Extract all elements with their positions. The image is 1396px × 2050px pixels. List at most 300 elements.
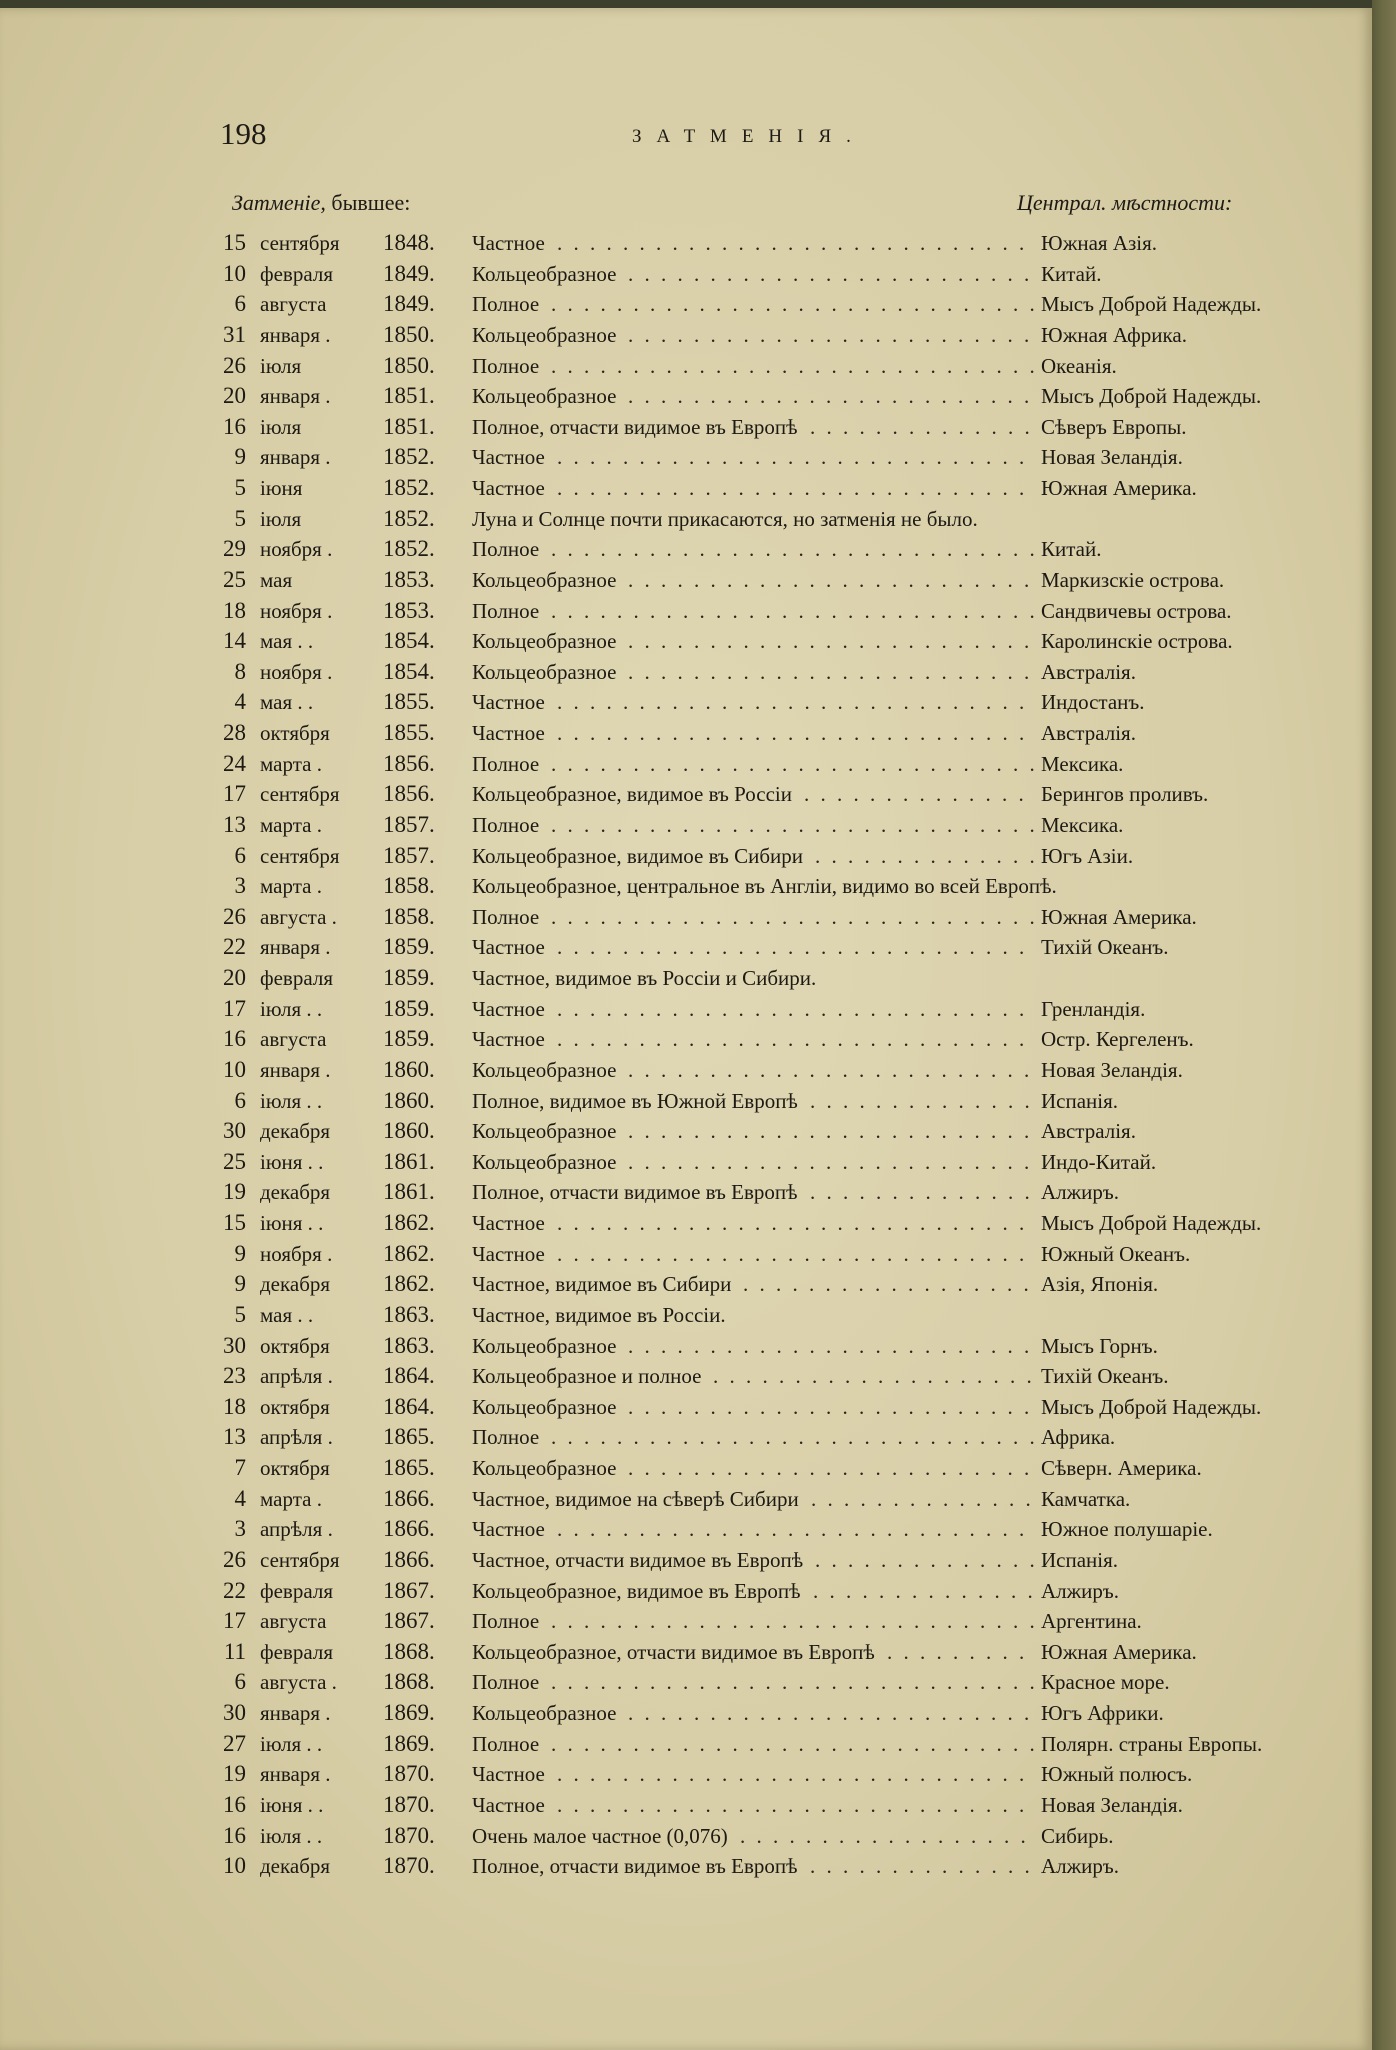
leader-dots <box>815 1548 1034 1576</box>
leader-dots <box>551 292 1034 320</box>
table-row <box>0 657 1372 688</box>
row-day: 13 <box>223 1424 246 1450</box>
row-description: Полное <box>472 537 540 562</box>
table-row <box>0 1086 1372 1117</box>
row-month: мая <box>260 567 293 592</box>
table-row <box>0 412 1372 443</box>
row-description: Кольцеобразное, видимое въ Европѣ <box>472 1578 801 1603</box>
table-row <box>0 1576 1372 1607</box>
row-year: 1863. <box>383 1301 435 1327</box>
row-day: 23 <box>223 1363 246 1389</box>
row-month: іюля . . <box>260 996 323 1021</box>
row-description: Частное, видимое въ Сибири <box>472 1272 732 1297</box>
table-row <box>0 749 1372 780</box>
leader-dots <box>628 1119 1034 1147</box>
row-description: Полное <box>472 1609 540 1634</box>
table-row <box>0 1055 1372 1086</box>
row-description: Кольцеобразное <box>472 1149 617 1174</box>
row-year: 1862. <box>383 1240 435 1266</box>
row-year: 1864. <box>383 1393 435 1419</box>
row-year: 1848. <box>383 230 435 255</box>
row-month: октября <box>260 1394 330 1419</box>
row-place: Остр. Кергеленъ. <box>1041 1027 1194 1052</box>
row-year: 1862. <box>383 1271 435 1297</box>
row-day: 31 <box>223 321 246 347</box>
table-row <box>0 228 1372 259</box>
row-year: 1868. <box>383 1638 435 1664</box>
leader-dots <box>551 1732 1034 1760</box>
row-day: 29 <box>223 536 246 562</box>
left-column-heading <box>232 190 410 216</box>
leader-dots <box>628 262 1034 290</box>
row-year: 1853. <box>383 566 435 592</box>
row-place: Южная Африка. <box>1041 322 1187 347</box>
row-day: 5 <box>234 475 246 500</box>
row-year: 1850. <box>383 321 435 347</box>
leader-dots <box>557 1027 1034 1055</box>
row-place: Африка. <box>1041 1425 1116 1450</box>
row-description: Частное, видимое въ Россіи. <box>472 1302 726 1327</box>
row-place: Камчатка. <box>1041 1486 1131 1511</box>
row-year: 1869. <box>383 1730 435 1756</box>
table-row <box>0 1514 1372 1545</box>
leader-dots <box>557 445 1034 473</box>
row-month: февраля <box>260 261 333 286</box>
row-day: 26 <box>223 1546 246 1572</box>
leader-dots <box>557 1793 1034 1821</box>
row-place: Маркизскіе острова. <box>1041 567 1225 592</box>
row-place: Мексика. <box>1041 751 1124 776</box>
table-row <box>0 1637 1372 1668</box>
row-day: 7 <box>234 1455 246 1480</box>
row-year: 1852. <box>383 505 435 531</box>
row-day: 5 <box>234 1301 246 1327</box>
leader-dots <box>628 1456 1034 1484</box>
table-row <box>0 779 1372 810</box>
row-month: сентября <box>260 782 340 807</box>
row-month: мая . . <box>260 1302 314 1327</box>
table-row <box>0 1484 1372 1515</box>
table-row <box>0 1698 1372 1729</box>
leader-dots <box>557 1211 1034 1239</box>
row-description: Частное <box>472 721 545 745</box>
leader-dots <box>628 1058 1034 1086</box>
row-day: 19 <box>223 1761 246 1787</box>
row-month: іюля . . <box>260 1731 323 1756</box>
row-day: 30 <box>223 1700 246 1725</box>
row-place: Аргентина. <box>1041 1609 1142 1634</box>
row-place: Китай. <box>1041 537 1102 562</box>
row-year: 1870. <box>383 1853 435 1879</box>
row-place: Сѣверн. Америка. <box>1041 1456 1202 1480</box>
leader-dots <box>557 997 1034 1025</box>
row-month: января . <box>260 1701 331 1725</box>
row-month: марта . <box>260 812 322 837</box>
row-description: Полное, отчасти видимое въ Европѣ <box>472 414 798 439</box>
row-place: Красное море. <box>1041 1670 1170 1695</box>
row-day: 17 <box>223 995 246 1021</box>
row-month: февраля <box>260 1578 333 1603</box>
table-row <box>0 687 1372 718</box>
leader-dots <box>557 1242 1034 1270</box>
leader-dots <box>810 1854 1034 1882</box>
row-description: Луна и Солнце почти прикасаются, но затменія не было. <box>472 506 978 531</box>
row-description: Полное <box>472 353 540 378</box>
leader-dots <box>740 1824 1034 1852</box>
row-description: Кольцеобразное, отчасти видимое въ Европѣ <box>472 1639 875 1664</box>
row-day: 26 <box>223 352 246 378</box>
row-year: 1870. <box>383 1822 435 1848</box>
table-row <box>0 1147 1372 1178</box>
row-year: 1865. <box>383 1455 435 1480</box>
row-year: 1852. <box>383 444 435 470</box>
row-month: ноября . <box>260 1241 333 1266</box>
row-day: 18 <box>223 1393 246 1419</box>
row-day: 25 <box>223 1148 246 1174</box>
row-place: Алжиръ. <box>1041 1578 1120 1603</box>
row-description: Частное, видимое въ Россіи и Сибири. <box>472 966 817 990</box>
row-day: 6 <box>234 1669 246 1695</box>
row-place: Мысъ Доброй Надежды. <box>1041 384 1262 409</box>
row-year: 1860. <box>383 1118 435 1144</box>
row-month: іюня <box>260 476 303 500</box>
row-description: Частное <box>472 690 545 715</box>
leader-dots <box>804 782 1034 810</box>
row-day: 9 <box>234 1240 246 1266</box>
row-day: 6 <box>234 291 246 317</box>
row-month: апрѣля . <box>260 1425 333 1450</box>
table-row <box>0 1790 1372 1821</box>
table-row <box>0 565 1372 596</box>
row-month: ноября . <box>260 537 333 562</box>
row-place: Испанія. <box>1041 1547 1119 1572</box>
row-description: Полное <box>472 1670 540 1695</box>
page-number: 198 <box>220 116 267 151</box>
row-day: 4 <box>234 1485 246 1511</box>
row-place: Индо-Китай. <box>1041 1149 1157 1174</box>
running-title: ЗАТМЕНІЯ. <box>632 126 866 147</box>
row-day: 9 <box>234 1271 246 1297</box>
row-month: августа <box>260 1609 327 1634</box>
leader-dots <box>811 1487 1034 1515</box>
table-row <box>0 534 1372 565</box>
row-month: октября <box>260 1333 330 1358</box>
row-place: Новая Зеландія. <box>1041 1057 1183 1082</box>
row-description: Полное <box>472 904 540 929</box>
row-description: Очень малое частное (0,076) <box>472 1823 728 1848</box>
row-description: Частное <box>472 1792 545 1817</box>
row-month: августа . <box>260 1670 337 1695</box>
row-month: іюня . . <box>260 1211 324 1235</box>
row-place: Мексика. <box>1041 812 1124 837</box>
row-description: Полное <box>472 751 540 776</box>
row-place: Югъ Африки. <box>1041 1701 1164 1725</box>
table-row <box>0 1177 1372 1208</box>
row-year: 1861. <box>383 1179 435 1205</box>
row-day: 17 <box>223 1608 246 1634</box>
leader-dots <box>551 752 1034 780</box>
scan-top-edge <box>0 0 1396 8</box>
row-month: іюля . . <box>260 1823 323 1848</box>
row-year: 1859. <box>383 1026 435 1052</box>
leader-dots <box>628 1395 1034 1423</box>
row-year: 1857. <box>383 811 435 837</box>
table-row <box>0 473 1372 504</box>
page-header <box>0 116 1372 160</box>
row-month: ноября . <box>260 659 333 684</box>
row-year: 1866. <box>383 1516 435 1542</box>
leader-dots <box>557 1762 1034 1790</box>
row-description: Полное <box>472 812 540 837</box>
row-year: 1855. <box>383 720 435 745</box>
table-row <box>0 1453 1372 1484</box>
row-description: Кольцеобразное <box>472 1456 617 1480</box>
table-row <box>0 841 1372 872</box>
table-row <box>0 1606 1372 1637</box>
row-month: января . <box>260 384 331 409</box>
row-place: Берингов проливъ. <box>1041 782 1209 807</box>
column-headings <box>0 190 1372 222</box>
row-place: Китай. <box>1041 261 1102 286</box>
right-column-heading: Централ. мѣстности: <box>1017 190 1233 215</box>
row-day: 9 <box>234 444 246 470</box>
row-year: 1860. <box>383 1056 435 1082</box>
row-month: декабря <box>260 1854 331 1879</box>
row-month: марта . <box>260 874 322 899</box>
row-month: февраля <box>260 966 333 990</box>
table-row <box>0 289 1372 320</box>
row-place: Южное полушаріе. <box>1041 1517 1213 1542</box>
table-row <box>0 442 1372 473</box>
row-day: 15 <box>223 230 246 255</box>
table-row <box>0 351 1372 382</box>
leader-dots <box>551 354 1034 382</box>
row-month: августа . <box>260 904 337 929</box>
row-year: 1852. <box>383 475 435 500</box>
row-description: Кольцеобразное <box>472 1057 617 1082</box>
row-description: Частное <box>472 1517 545 1542</box>
row-description: Частное <box>472 996 545 1021</box>
row-year: 1851. <box>383 383 435 409</box>
table-row <box>0 1116 1372 1147</box>
row-day: 20 <box>223 965 246 990</box>
row-year: 1854. <box>383 658 435 684</box>
row-month: іюля <box>260 414 302 439</box>
row-place: Индостанъ. <box>1041 690 1145 715</box>
leader-dots <box>551 599 1034 627</box>
row-place: Югъ Азіи. <box>1041 843 1134 868</box>
row-day: 15 <box>223 1210 246 1235</box>
row-place: Австралія. <box>1041 721 1136 745</box>
table-row <box>0 1239 1372 1270</box>
table-row <box>0 596 1372 627</box>
row-month: сентября <box>260 1547 340 1572</box>
row-year: 1866. <box>383 1546 435 1572</box>
table-row <box>0 1392 1372 1423</box>
row-description: Полное, отчасти видимое въ Европѣ <box>472 1180 798 1205</box>
table-row <box>0 1300 1372 1331</box>
row-day: 11 <box>223 1638 246 1664</box>
row-day: 5 <box>234 505 246 531</box>
row-description: Частное <box>472 1762 545 1787</box>
row-month: марта . <box>260 1486 322 1511</box>
row-day: 18 <box>223 597 246 623</box>
table-row <box>0 381 1372 412</box>
row-year: 1866. <box>383 1485 435 1511</box>
row-month: января . <box>260 1762 331 1787</box>
row-place: Океанія. <box>1041 353 1117 378</box>
leader-dots <box>887 1640 1034 1668</box>
row-description: Частное <box>472 1027 545 1052</box>
row-day: 26 <box>223 903 246 929</box>
row-place: Сандвичевы острова. <box>1041 598 1232 623</box>
row-description: Частное <box>472 231 545 255</box>
row-place: Южная Америка. <box>1041 476 1197 500</box>
row-month: іюля . . <box>260 1088 323 1113</box>
row-year: 1864. <box>383 1363 435 1389</box>
row-place: Полярн. страны Европы. <box>1041 1731 1263 1756</box>
row-description: Кольцеобразное <box>472 1119 617 1144</box>
row-day: 6 <box>234 1087 246 1113</box>
row-day: 16 <box>223 413 246 439</box>
leader-dots <box>628 1701 1034 1729</box>
row-day: 10 <box>223 1056 246 1082</box>
row-place: Южный полюсъ. <box>1041 1762 1193 1787</box>
table-row <box>0 1729 1372 1760</box>
row-place: Тихій Океанъ. <box>1041 935 1169 960</box>
row-description: Кольцеобразное, видимое въ Россіи <box>472 782 793 807</box>
row-day: 22 <box>223 1577 246 1603</box>
table-row <box>0 963 1372 994</box>
row-place: Новая Зеландія. <box>1041 445 1183 470</box>
row-year: 1855. <box>383 689 435 715</box>
row-description: Полное, отчасти видимое въ Европѣ <box>472 1854 798 1879</box>
row-year: 1858. <box>383 903 435 929</box>
row-place: Испанія. <box>1041 1088 1119 1113</box>
row-year: 1851. <box>383 413 435 439</box>
row-place: Гренландія. <box>1041 996 1146 1021</box>
row-day: 16 <box>223 1822 246 1848</box>
leader-dots <box>551 905 1034 933</box>
row-month: іюля <box>260 353 302 378</box>
row-year: 1853. <box>383 597 435 623</box>
row-place: Австралія. <box>1041 659 1136 684</box>
table-row <box>0 718 1372 749</box>
row-year: 1854. <box>383 628 435 654</box>
row-month: января . <box>260 445 331 470</box>
row-description: Кольцеобразное <box>472 629 617 654</box>
row-month: декабря <box>260 1180 331 1205</box>
row-place: Тихій Океанъ. <box>1041 1364 1169 1389</box>
row-month: февраля <box>260 1639 333 1664</box>
leader-dots <box>551 1670 1034 1698</box>
leader-dots <box>743 1272 1034 1300</box>
row-day: 16 <box>223 1026 246 1052</box>
row-year: 1859. <box>383 965 435 990</box>
row-month: августа <box>260 292 327 317</box>
row-description: Кольцеобразное <box>472 261 617 286</box>
leader-dots <box>713 1364 1034 1392</box>
book-page <box>0 8 1372 2050</box>
row-month: апрѣля . <box>260 1364 333 1389</box>
row-month: января . <box>260 322 331 347</box>
row-place: Мысъ Горнъ. <box>1041 1333 1158 1358</box>
row-month: августа <box>260 1027 327 1052</box>
row-month: октября <box>260 1456 330 1480</box>
row-description: Кольцеобразное <box>472 384 617 409</box>
row-year: 1856. <box>383 781 435 807</box>
leader-dots <box>551 813 1034 841</box>
row-description: Кольцеобразное <box>472 659 617 684</box>
leader-dots <box>628 323 1034 351</box>
table-row <box>0 1208 1372 1239</box>
row-place: Южная Азія. <box>1041 231 1158 255</box>
row-month: декабря <box>260 1119 331 1144</box>
row-year: 1867. <box>383 1608 435 1634</box>
table-row <box>0 1821 1372 1852</box>
row-place: Мысъ Доброй Надежды. <box>1041 1211 1262 1235</box>
leader-dots <box>551 1609 1034 1637</box>
row-description: Частное <box>472 445 545 470</box>
row-month: іюля <box>260 506 302 531</box>
row-place: Мысъ Доброй Надежды. <box>1041 292 1262 317</box>
leader-dots <box>810 1089 1034 1117</box>
row-day: 3 <box>234 873 246 899</box>
row-month: мая . . <box>260 629 314 654</box>
row-day: 30 <box>223 1118 246 1144</box>
table-row <box>0 810 1372 841</box>
row-place: Австралія. <box>1041 1119 1136 1144</box>
row-description: Кольцеобразное <box>472 1701 617 1725</box>
row-day: 14 <box>223 628 246 654</box>
row-year: 1852. <box>383 536 435 562</box>
row-day: 20 <box>223 383 246 409</box>
table-row <box>0 1422 1372 1453</box>
row-day: 30 <box>223 1332 246 1358</box>
leader-dots <box>628 1150 1034 1178</box>
table-row <box>0 259 1372 290</box>
table-row <box>0 1545 1372 1576</box>
row-description: Полное <box>472 1731 540 1756</box>
row-day: 24 <box>223 750 246 776</box>
row-month: января . <box>260 935 331 960</box>
row-month: мая . . <box>260 690 314 715</box>
row-year: 1870. <box>383 1791 435 1817</box>
row-year: 1867. <box>383 1577 435 1603</box>
scan-right-edge <box>1372 0 1396 2050</box>
row-description: Полное, видимое въ Южной Европѣ <box>472 1088 798 1113</box>
row-year: 1865. <box>383 1424 435 1450</box>
row-description: Частное <box>472 476 545 500</box>
row-day: 6 <box>234 842 246 868</box>
row-month: ноября . <box>260 598 333 623</box>
row-description: Кольцеобразное <box>472 322 617 347</box>
leader-dots <box>628 568 1034 596</box>
table-row <box>0 1024 1372 1055</box>
leader-dots <box>628 384 1034 412</box>
row-description: Полное <box>472 1425 540 1450</box>
row-place: Южная Америка. <box>1041 1639 1197 1664</box>
row-description: Полное <box>472 292 540 317</box>
row-place: Азія, Японія. <box>1041 1272 1159 1297</box>
row-year: 1856. <box>383 750 435 776</box>
table-row <box>0 994 1372 1025</box>
table-row <box>0 902 1372 933</box>
row-day: 28 <box>223 720 246 745</box>
row-month: января . <box>260 1057 331 1082</box>
row-year: 1859. <box>383 995 435 1021</box>
row-description: Частное <box>472 1241 545 1266</box>
